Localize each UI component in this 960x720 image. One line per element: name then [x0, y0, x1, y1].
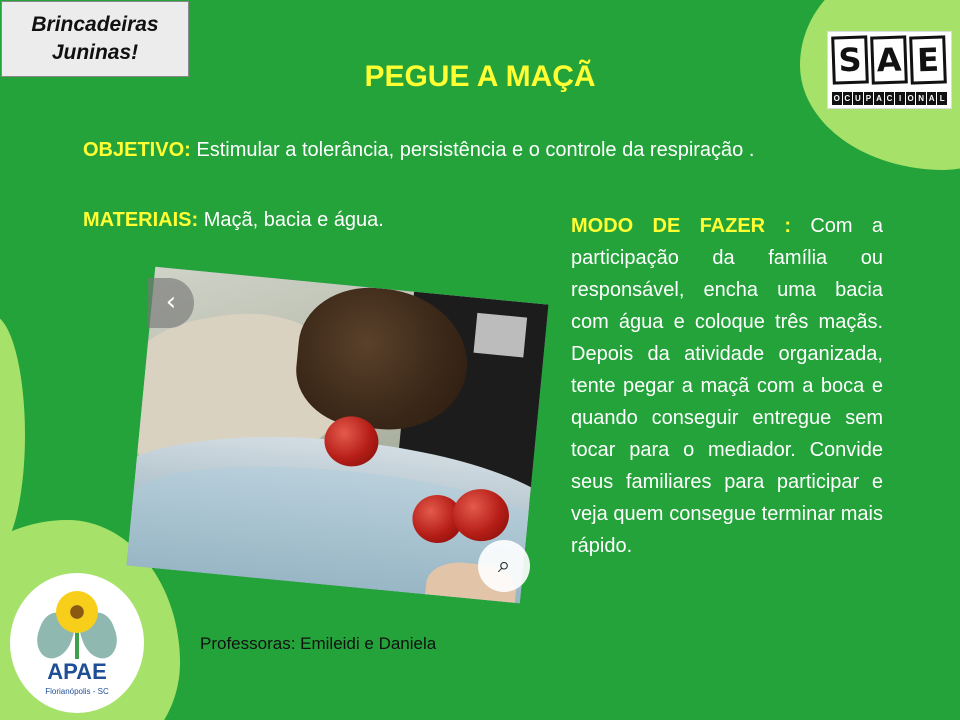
sae-sub-letter: A [928, 94, 935, 103]
objective-paragraph [83, 134, 801, 166]
decorative-blob-middle-left [0, 315, 25, 555]
sae-sub-letter: C [844, 94, 851, 103]
page-title: PEGUE A MAÇÃ [364, 60, 596, 93]
category-tag-line2: Juninas! [51, 41, 139, 64]
sae-sub-letter: N [918, 94, 925, 103]
sae-sub-letter: P [864, 92, 874, 105]
category-tag [1, 1, 189, 77]
lens-search-icon[interactable]: ⌕ [478, 540, 530, 592]
teachers-credit: Professoras: Emileidi e Daniela [200, 634, 437, 653]
sae-sub-letter: I [895, 92, 905, 105]
sae-sub-letter: A [876, 94, 882, 103]
sae-letter: E [909, 35, 947, 84]
sunflower-icon [56, 591, 98, 633]
materials-paragraph [83, 204, 543, 236]
sae-logo-letters [832, 36, 946, 84]
apae-logo [10, 573, 144, 713]
chevron-left-icon[interactable]: ‹ [148, 278, 194, 328]
sae-sub-letter: O [907, 94, 914, 103]
objective-label: OBJETIVO: [83, 139, 191, 161]
materials-text: Maçã, bacia e água. [198, 209, 384, 231]
sae-letter: A [870, 35, 908, 84]
sae-sub-letter: U [854, 94, 861, 103]
sae-sub-letter: C [886, 94, 893, 103]
sae-logo [827, 31, 952, 109]
objective-text: Estimular a tolerância, persistência e o controle da respiração . [190, 139, 755, 161]
category-tag-line1: Brincadeiras [31, 13, 159, 36]
sae-sub-letter: L [937, 92, 947, 105]
sae-sub-letter: O [833, 94, 840, 103]
sae-letter: S [831, 35, 869, 84]
how-to-text: Com a participação da família ou responsável, encha uma bacia com água e coloque três maçãs. Depois da atividade organizada, tente pegar a maçã com a boca e quando conseguir entregue sem tocar para o mediador. Convide seus familiares para participar e veja quem consegue terminar mais rápido. [571, 215, 883, 557]
how-to-paragraph [571, 210, 883, 562]
materials-label: MATERIAIS: [83, 209, 199, 231]
sae-logo-subtitle [832, 92, 947, 105]
apae-name: APAE [47, 659, 107, 684]
apae-city: Florianópolis - SC [45, 687, 109, 696]
how-to-label: MODO DE FAZER : [571, 215, 792, 237]
